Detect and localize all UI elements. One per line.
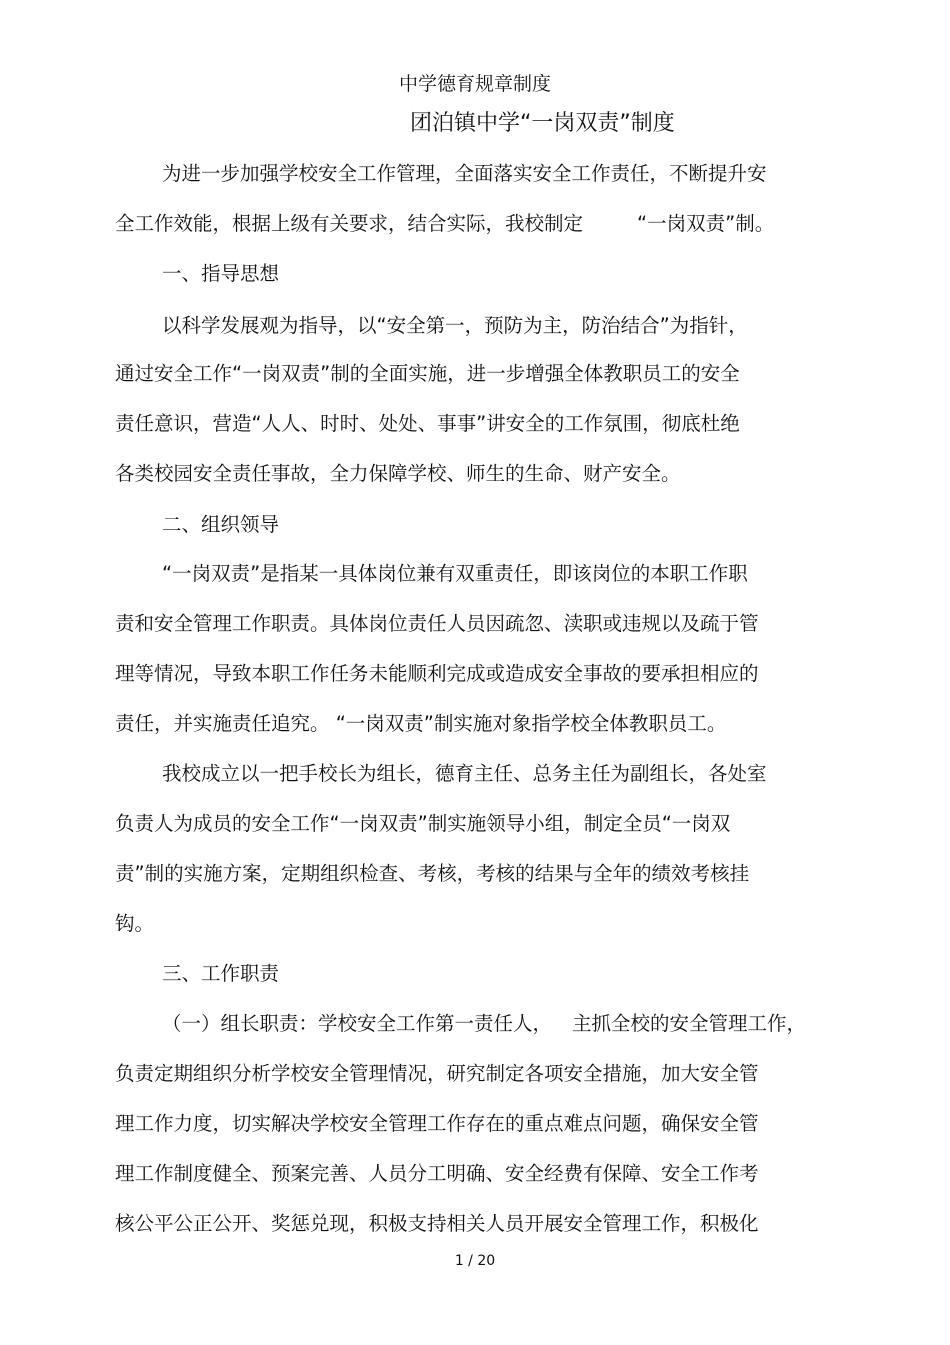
document-subtitle: 团泊镇中学“一岗双责”制度 [410, 111, 675, 136]
paragraph-line: 理等情况，导致本职工作任务未能顺利完成或造成安全事故的要承担相应的 [115, 662, 759, 685]
paragraph-line: 为进一步加强学校安全工作管理，全面落实安全工作责任，不断提升安 [162, 162, 767, 185]
paragraph-line: 理工作制度健全、预案完善、人员分工明确、安全经费有保障、安全工作考 [115, 1162, 759, 1185]
paragraph-line-part: 全工作效能，根据上级有关要求，结合实际，我校制定 [115, 212, 584, 235]
paragraph-line: 以科学发展观为指导，以“安全第一，预防为主，防治结合”为指针， [162, 314, 748, 337]
section-heading: 二、组织领导 [162, 513, 280, 536]
paragraph-line-part: （一）组长职责：学校安全工作第一责任人， [162, 1012, 553, 1035]
paragraph-line: 责”制的实施方案，定期组织检查、考核，考核的结果与全年的绩效考核挂 [115, 862, 750, 885]
paragraph-line: 责任，并实施责任追究。 “一岗双责”制实施对象指学校全体教职员工。 [115, 712, 727, 735]
paragraph-line: 责和安全管理工作职责。具体岗位责任人员因疏忽、渎职或违规以及疏于管 [115, 612, 759, 635]
paragraph-line: 钩。 [115, 912, 155, 935]
paragraph-line: 核公平公正公开、奖惩兑现，积极支持相关人员开展安全管理工作，积极化 [115, 1212, 759, 1235]
paragraph-line-part: “一岗双责”制。 [637, 212, 775, 235]
paragraph-line: “一岗双责”是指某一具体岗位兼有双重责任，即该岗位的本职工作职 [162, 562, 748, 585]
section-heading: 一、指导思想 [162, 262, 280, 285]
paragraph-line-part: 主抓全校的安全管理工作， [572, 1012, 807, 1035]
document-title: 中学德育规章制度 [398, 73, 551, 95]
paragraph-line: 理工作力度，切实解决学校安全管理工作存在的重点难点问题，确保安全管 [115, 1112, 759, 1135]
paragraph-line [115, 209, 774, 239]
paragraph-line: 各类校园安全责任事故，全力保障学校、师生的生命、财产安全。 [115, 462, 681, 485]
paragraph-line: 通过安全工作“一岗双责”制的全面实施，进一步增强全体教职员工的安全 [115, 362, 740, 385]
paragraph-line: 负责定期组织分析学校安全管理情况，研究制定各项安全措施，加大安全管 [115, 1062, 759, 1085]
paragraph-line: 我校成立以一把手校长为组长，德育主任、总务主任为副组长，各处室 [162, 762, 767, 785]
paragraph-line: 责任意识，营造“人人、时时、处处、事事”讲安全的工作氛围，彻底杜绝 [115, 412, 740, 435]
page-number: 1 / 20 [454, 1253, 496, 1269]
section-heading: 三、工作职责 [162, 962, 280, 985]
paragraph-line: 负责人为成员的安全工作“一岗双责”制实施领导小组，制定全员“一岗双 [115, 812, 731, 835]
paragraph-line [162, 1009, 806, 1039]
